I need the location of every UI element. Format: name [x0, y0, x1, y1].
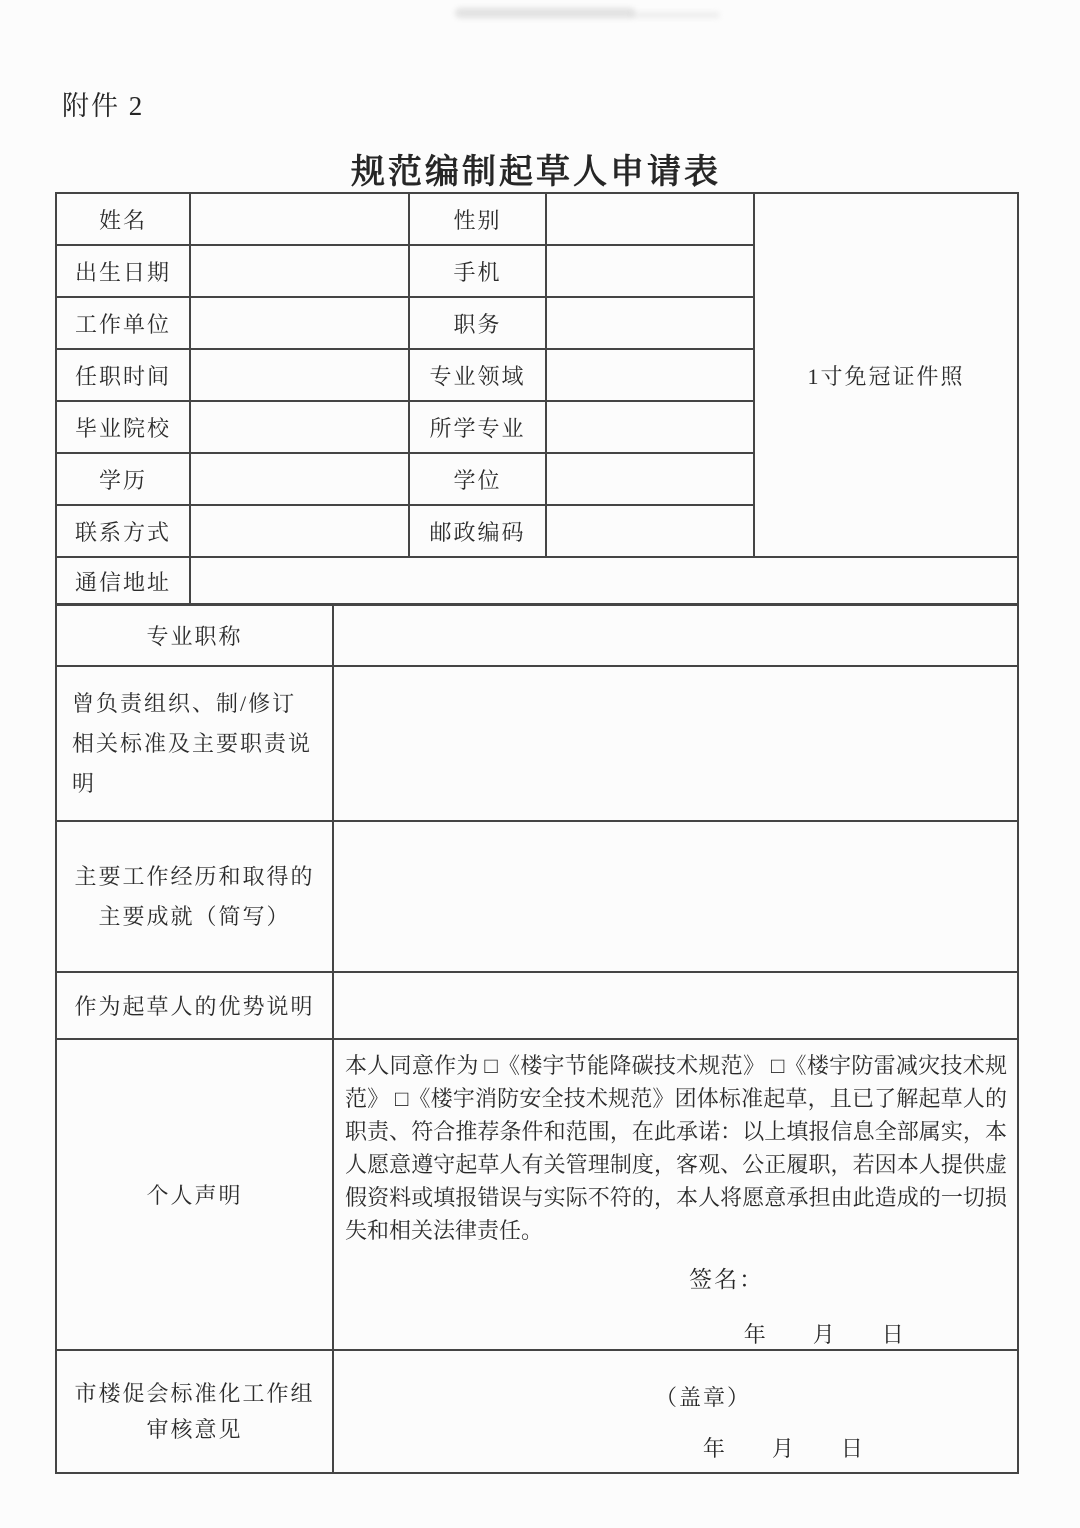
postal-code-input-cell[interactable]	[546, 505, 754, 557]
table-row	[56, 604, 1018, 666]
field-label-school: 毕业院校	[56, 401, 190, 453]
field-label-work-experience: 主要工作经历和取得的主要成就（简写）	[56, 821, 333, 972]
field-label-degree: 学位	[409, 453, 546, 505]
field-label-name: 姓名	[56, 193, 190, 245]
field-label-mobile: 手机	[409, 245, 546, 297]
field-label-gender: 性别	[409, 193, 546, 245]
professional-title-input-cell[interactable]	[333, 604, 1018, 666]
field-label-postal-code: 邮政编码	[409, 505, 546, 557]
signature-line[interactable]	[334, 1261, 1017, 1294]
work-experience-input-cell[interactable]	[333, 821, 1018, 972]
tenure-input-cell[interactable]	[190, 349, 409, 401]
work-unit-input-cell[interactable]	[190, 297, 409, 349]
degree-input-cell[interactable]	[546, 453, 754, 505]
field-label-review-opinion	[56, 1350, 333, 1473]
mobile-input-cell[interactable]	[546, 245, 754, 297]
field-label-declaration: 个人声明	[56, 1039, 333, 1350]
applicant-info-table	[55, 192, 1019, 606]
name-input-cell[interactable]	[190, 193, 409, 245]
standards-experience-input-cell[interactable]	[333, 666, 1018, 821]
table-row	[56, 666, 1018, 821]
signature-label: 签名：	[689, 1267, 765, 1292]
attachment-label: 附件 2	[62, 91, 145, 121]
review-date-line[interactable]: 年 月 日	[702, 1436, 864, 1461]
school-input-cell[interactable]	[190, 401, 409, 453]
advantage-input-cell[interactable]	[333, 972, 1018, 1039]
table-row	[56, 1350, 1018, 1473]
table-row	[56, 821, 1018, 972]
mailing-address-input-cell[interactable]	[190, 557, 1018, 605]
field-label-position: 职务	[409, 297, 546, 349]
field-label-education: 学历	[56, 453, 190, 505]
scan-artifact	[630, 12, 720, 18]
field-label-birth-date: 出生日期	[56, 245, 190, 297]
field-label-professional-title: 专业职称	[56, 604, 333, 666]
page-title: 规范编制起草人申请表	[351, 154, 721, 191]
contact-input-cell[interactable]	[190, 505, 409, 557]
scan-artifact	[455, 8, 635, 18]
table-row	[56, 1039, 1018, 1350]
field-label-specialty-area: 专业领域	[409, 349, 546, 401]
declaration-date-line[interactable]: 年 月 日	[743, 1322, 905, 1347]
review-label-line2: 审核意见	[146, 1416, 243, 1442]
field-label-advantage: 作为起草人的优势说明	[56, 972, 333, 1039]
table-row	[56, 972, 1018, 1039]
declaration-cell	[333, 1039, 1018, 1350]
gender-input-cell[interactable]	[546, 193, 754, 245]
education-input-cell[interactable]	[190, 453, 409, 505]
review-label-line1: 市楼促会标准化工作组	[74, 1380, 315, 1406]
detail-table	[55, 603, 1019, 1474]
field-label-work-unit: 工作单位	[56, 297, 190, 349]
table-row	[56, 557, 1018, 605]
birth-date-input-cell[interactable]	[190, 245, 409, 297]
declaration-text: 本人同意作为 □《楼宇节能降碳技术规范》 □《楼宇防雷减灾技术规范》 □《楼宇消防安全技术规范》团体标准起草，且已了解起草人的职责、符合推荐条件和范围，在此承诺：以上填报信息全部属实，本人愿意遵守起草人有关管理制度，客观、公正履职，若因本人提供虚假资料或填报错误与实际不符的，本人将愿意承担由此造成的一切损失和相关法律责任。	[345, 1053, 1007, 1243]
specialty-area-input-cell[interactable]	[546, 349, 754, 401]
field-label-tenure: 任职时间	[56, 349, 190, 401]
stamp-label: （盖章）	[655, 1385, 752, 1410]
field-label-contact: 联系方式	[56, 505, 190, 557]
photo-placeholder-cell[interactable]: 1寸免冠证件照	[754, 193, 1018, 557]
field-label-mailing-address: 通信地址	[56, 557, 190, 605]
field-label-major: 所学专业	[409, 401, 546, 453]
major-input-cell[interactable]	[546, 401, 754, 453]
review-opinion-cell[interactable]	[333, 1350, 1018, 1473]
position-input-cell[interactable]	[546, 297, 754, 349]
table-row	[56, 193, 1018, 245]
field-label-standards-experience: 曾负责组织、制/修订相关标准及主要职责说明	[56, 666, 333, 821]
